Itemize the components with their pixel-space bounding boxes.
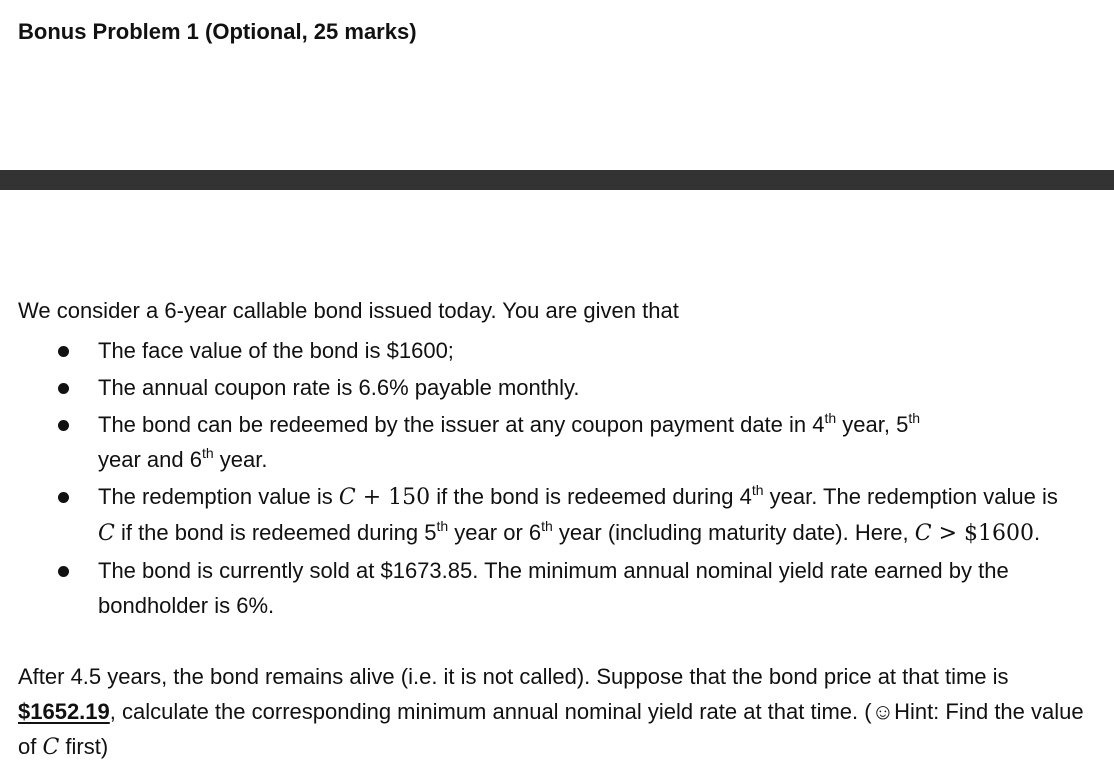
section-divider	[0, 170, 1114, 190]
redemption-dates-text-1: The bond can be redeemed by the issuer at any coupon payment date in 4	[98, 412, 825, 437]
redemption-value-text-1: The redemption value is	[98, 484, 339, 509]
math-expression	[42, 735, 59, 760]
bullet-icon	[58, 420, 69, 431]
bullet-icon	[58, 492, 69, 503]
math-expression	[915, 521, 1034, 546]
ordinal-suffix: th	[541, 518, 553, 534]
redemption-value-text-3: year. The redemption value is	[763, 484, 1058, 509]
variable-c: C	[98, 521, 115, 546]
coupon-rate-text: The annual coupon rate is 6.6% payable monthly.	[98, 375, 580, 400]
redemption-dates-text-4: year.	[213, 447, 268, 472]
bullet-icon	[58, 383, 69, 394]
bullet-icon	[58, 566, 69, 577]
hint-text-1: Hint: Find the value of	[18, 699, 1084, 759]
plus-150: + 150	[355, 485, 431, 510]
bond-price-value: $1652.19	[18, 699, 110, 724]
redemption-value-text-6: year (including maturity date). Here,	[552, 520, 915, 545]
given-conditions-list	[0, 333, 1114, 625]
redemption-dates-text-3: year and 6	[98, 447, 202, 472]
question-text-1: After 4.5 years, the bond remains alive (i.e. it is not called). Suppose that the bond price at that time is	[18, 664, 1009, 689]
redemption-value-text-2: if the bond is redeemed during 4	[430, 484, 752, 509]
variable-c: C	[338, 485, 356, 510]
question-paragraph	[18, 659, 1098, 765]
list-item-face-value	[0, 333, 1114, 368]
redemption-dates-text-2: year, 5	[836, 412, 909, 437]
smiley-icon: ☺	[871, 699, 895, 724]
face-value-text: The face value of the bond is $1600;	[98, 338, 454, 363]
problem-title: Bonus Problem 1 (Optional, 25 marks)	[18, 19, 417, 44]
math-expression	[339, 485, 430, 510]
redemption-value-text-4: if the bond is redeemed during 5	[114, 520, 437, 545]
math-expression	[98, 521, 115, 546]
bullet-icon	[58, 346, 69, 357]
ordinal-suffix: th	[908, 410, 921, 426]
list-item-current-price	[0, 553, 1114, 623]
question-text-2: , calculate the corresponding minimum annual nominal yield rate at that time. (	[109, 699, 872, 724]
current-price-text: The bond is currently sold at $1673.85. The minimum annual nominal yield rate earned by the bondholder is 6%.	[98, 558, 1009, 618]
list-item-coupon-rate	[0, 370, 1114, 405]
ordinal-suffix: th	[824, 410, 837, 426]
ordinal-suffix: th	[201, 445, 214, 461]
greater-than-1600: > $1600	[931, 521, 1034, 546]
variable-c: C	[42, 735, 60, 760]
redemption-value-text-5: year or 6	[448, 520, 542, 545]
ordinal-suffix: th	[751, 482, 764, 498]
redemption-value-text-7: .	[1034, 520, 1041, 545]
intro-sentence: We consider a 6-year callable bond issued today. You are given that	[18, 298, 679, 323]
list-item-redemption-value	[0, 479, 1114, 551]
ordinal-suffix: th	[436, 518, 449, 534]
variable-c: C	[914, 521, 932, 546]
list-item-redemption-dates	[0, 407, 1114, 477]
hint-text-2: first)	[59, 734, 109, 759]
